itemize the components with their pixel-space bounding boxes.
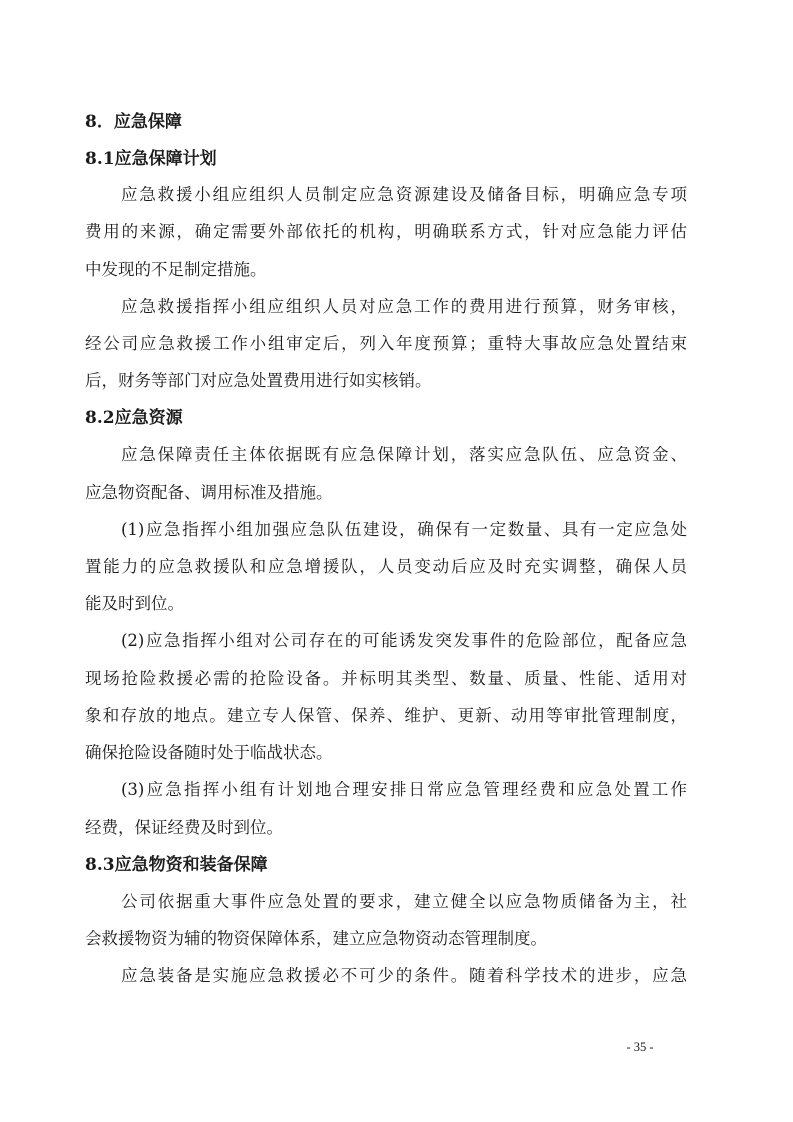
paragraph-line: (3)应急指挥小组有计划地合理安排日常应急管理经费和应急处置工作 (121, 780, 687, 799)
paragraph-line: 后，财务等部门对应急处置费用进行如实核销。 (85, 371, 432, 390)
paragraph-line: 现场抢险救援必需的抢险设备。并标明其类型、数量、质量、性能、适用对 (85, 669, 687, 688)
paragraph-line: 应急物资配备、调用标准及措施。 (85, 483, 333, 502)
paragraph-line: 象和存放的地点。建立专人保管、保养、维护、更新、动用等审批管理制度， (85, 706, 687, 725)
page-number: - 35 - (626, 1040, 654, 1054)
paragraph-line: 应急保障责任主体依据既有应急保障计划，落实应急队伍、应急资金、 (121, 445, 687, 464)
subsection-heading: 8.1应急保障计划 (85, 149, 217, 169)
paragraph-line: 确保抢险设备随时处于临战状态。 (85, 743, 333, 762)
paragraph-line: 经费，保证经费及时到位。 (85, 818, 283, 837)
subsection-heading: 8.3应急物资和装备保障 (85, 855, 268, 875)
paragraph-line: 应急救援小组应组织人员制定应急资源建设及储备目标，明确应急专项 (121, 185, 687, 204)
paragraph-line: 应急救援指挥小组应组织人员对应急工作的费用进行预算，财务审核， (121, 297, 687, 316)
paragraph-line: 应急装备是实施应急救援必不可少的条件。随着科学技术的进步，应急 (121, 966, 687, 985)
subsection-heading: 8.2应急资源 (85, 408, 183, 428)
paragraph-line: 经公司应急救援工作小组审定后，列入年度预算；重特大事故应急处置结束 (85, 334, 687, 353)
paragraph-line: 费用的来源，确定需要外部依托的机构，明确联系方式，针对应急能力评估 (85, 222, 687, 241)
paragraph-line: (2)应急指挥小组对公司存在的可能诱发突发事件的危险部位，配备应急 (121, 631, 687, 650)
paragraph-line: 置能力的应急救援队和应急增援队，人员变动后应及时充实调整，确保人员 (85, 557, 687, 576)
paragraph-line: 中发现的不足制定措施。 (85, 260, 267, 279)
section-heading: 8．应急保障 (85, 112, 182, 132)
paragraph-line: 公司依据重大事件应急处置的要求，建立健全以应急物质储备为主，社 (121, 892, 687, 911)
paragraph-line: 能及时到位。 (85, 594, 184, 613)
paragraph-line: (1)应急指挥小组加强应急队伍建设，确保有一定数量、具有一定应急处 (121, 520, 687, 539)
paragraph-line: 会救援物资为辅的物资保障体系，建立应急物资动态管理制度。 (85, 929, 547, 948)
